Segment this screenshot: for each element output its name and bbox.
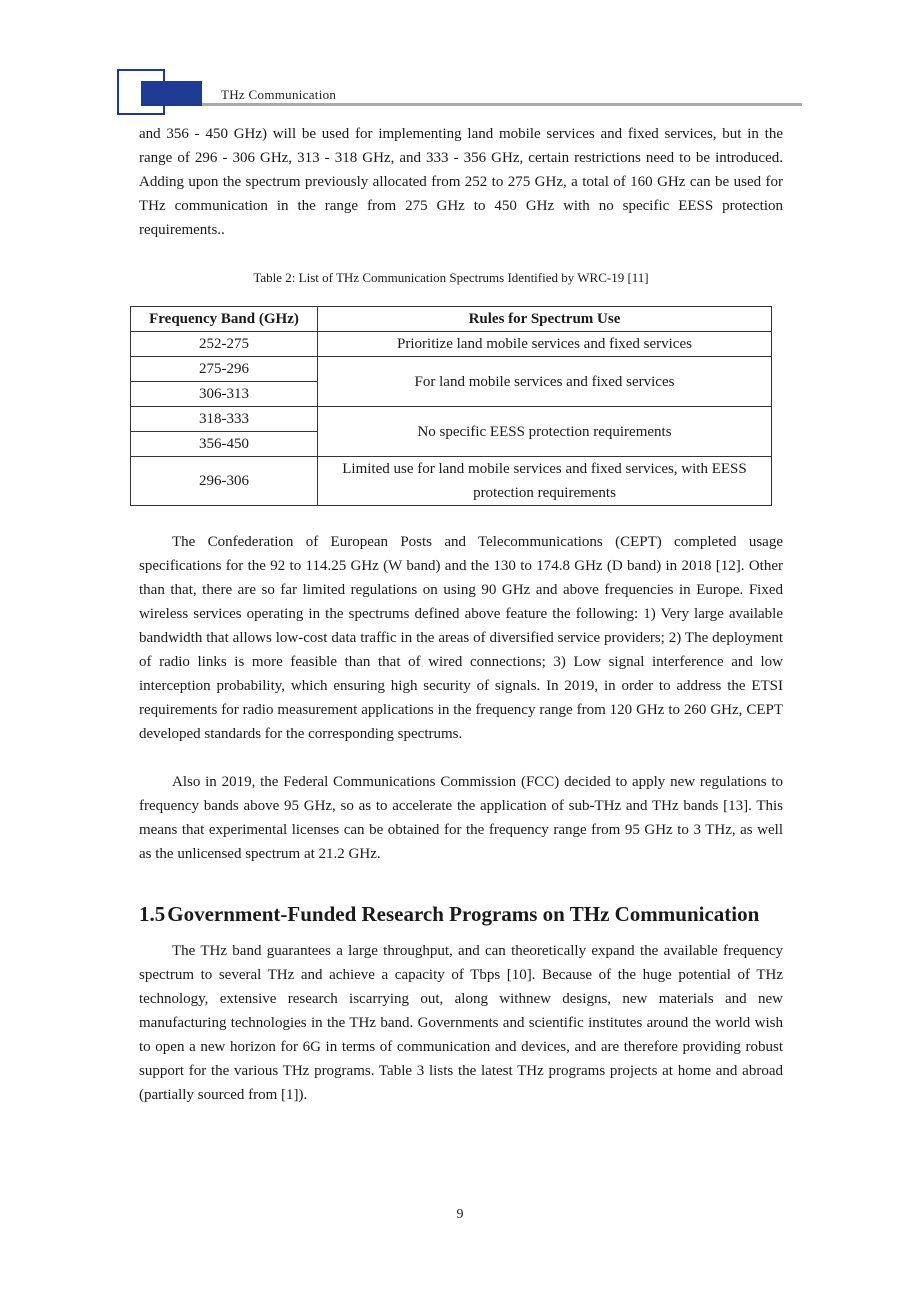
table-row (131, 357, 772, 382)
table-row (131, 332, 772, 357)
table-caption: Table 2: List of THz Communication Spectrums Identified by WRC-19 [11] (253, 270, 649, 285)
band-cell: 275-296 (131, 357, 318, 382)
page-number: 9 (456, 1207, 464, 1222)
table-row (131, 457, 772, 506)
section-number: 1.5 (139, 902, 166, 926)
rule-cell: No specific EESS protection requirements (318, 407, 772, 457)
table-header-row (131, 307, 772, 332)
band-cell: 296-306 (131, 457, 318, 506)
paragraph-fcc: Also in 2019, the Federal Communications Commission (FCC) decided to apply new regulations to frequency bands above 95 GHz, so as to accelerate the application of sub-THz and THz bands [13]. This means that experimental licenses can be obtained for the frequency range from 95 GHz to 3 THz, as well as the unlicensed spectrum at 21.2 GHz. (139, 774, 783, 862)
header-rule (202, 103, 802, 106)
table-row (131, 407, 772, 432)
section-heading (139, 902, 759, 927)
running-header-title: THz Communication (221, 87, 337, 102)
table-header-rules: Rules for Spectrum Use (318, 307, 772, 332)
paragraph-thz-programs: The THz band guarantees a large throughput, and can theoretically expand the available frequency spectrum to several THz and achieve a capacity of Tbps [10]. Because of the huge potential of THz technology, extensive research iscarrying out, along withnew designs, new materials and new manufacturing technologies in the THz band. Governments and scientific institutes around the world wish to open a new horizon for 6G in terms of communication and devices, and are therefore providing robust support for the various THz programs. Table 3 lists the latest THz programs projects at home and abroad (partially sourced from [1]). (139, 943, 783, 1103)
rule-cell: For land mobile services and fixed services (318, 357, 772, 407)
band-cell: 356-450 (131, 432, 318, 457)
spectrum-table (130, 306, 772, 506)
rule-cell: Limited use for land mobile services and fixed services, with EESS protection requirements (318, 457, 772, 506)
paragraph-cept: The Confederation of European Posts and Telecommunications (CEPT) completed usage specifications for the 92 to 114.25 GHz (W band) and the 130 to 174.8 GHz (D band) in 2018 [12]. Other than that, there are so far limited regulations on using 90 GHz and above frequencies in Europe. Fixed wireless services operating in the spectrums defined above feature the following: 1) Very large available bandwidth that allows low-cost data traffic in the areas of diversified service providers; 2) The deployment of radio links is more feasible than that of wired connections; 3) Low signal interference and low interception probability, which ensuring high security of signals. In 2019, in order to address the ETSI requirements for radio measurement applications in the frequency range from 120 GHz to 260 GHz, CEPT developed standards for the corresponding spectrums. (139, 534, 783, 742)
header-logo-bar (141, 81, 202, 106)
band-cell: 318-333 (131, 407, 318, 432)
band-cell: 252-275 (131, 332, 318, 357)
paragraph-spectrum-allocation: and 356 - 450 GHz) will be used for implementing land mobile services and fixed services, but in the range of 296 - 306 GHz, 313 - 318 GHz, and 333 - 356 GHz, certain restrictions need to be introduced. Adding upon the spectrum previously allocated from 252 to 275 GHz, a total of 160 GHz can be used for THz communication in the range from 275 GHz to 450 GHz with no specific EESS protection requirements.. (139, 126, 783, 238)
rule-cell: Prioritize land mobile services and fixed services (318, 332, 772, 357)
table-header-band: Frequency Band (GHz) (131, 307, 318, 332)
section-title: Government-Funded Research Programs on THz Communication (167, 902, 760, 926)
band-cell: 306-313 (131, 382, 318, 407)
